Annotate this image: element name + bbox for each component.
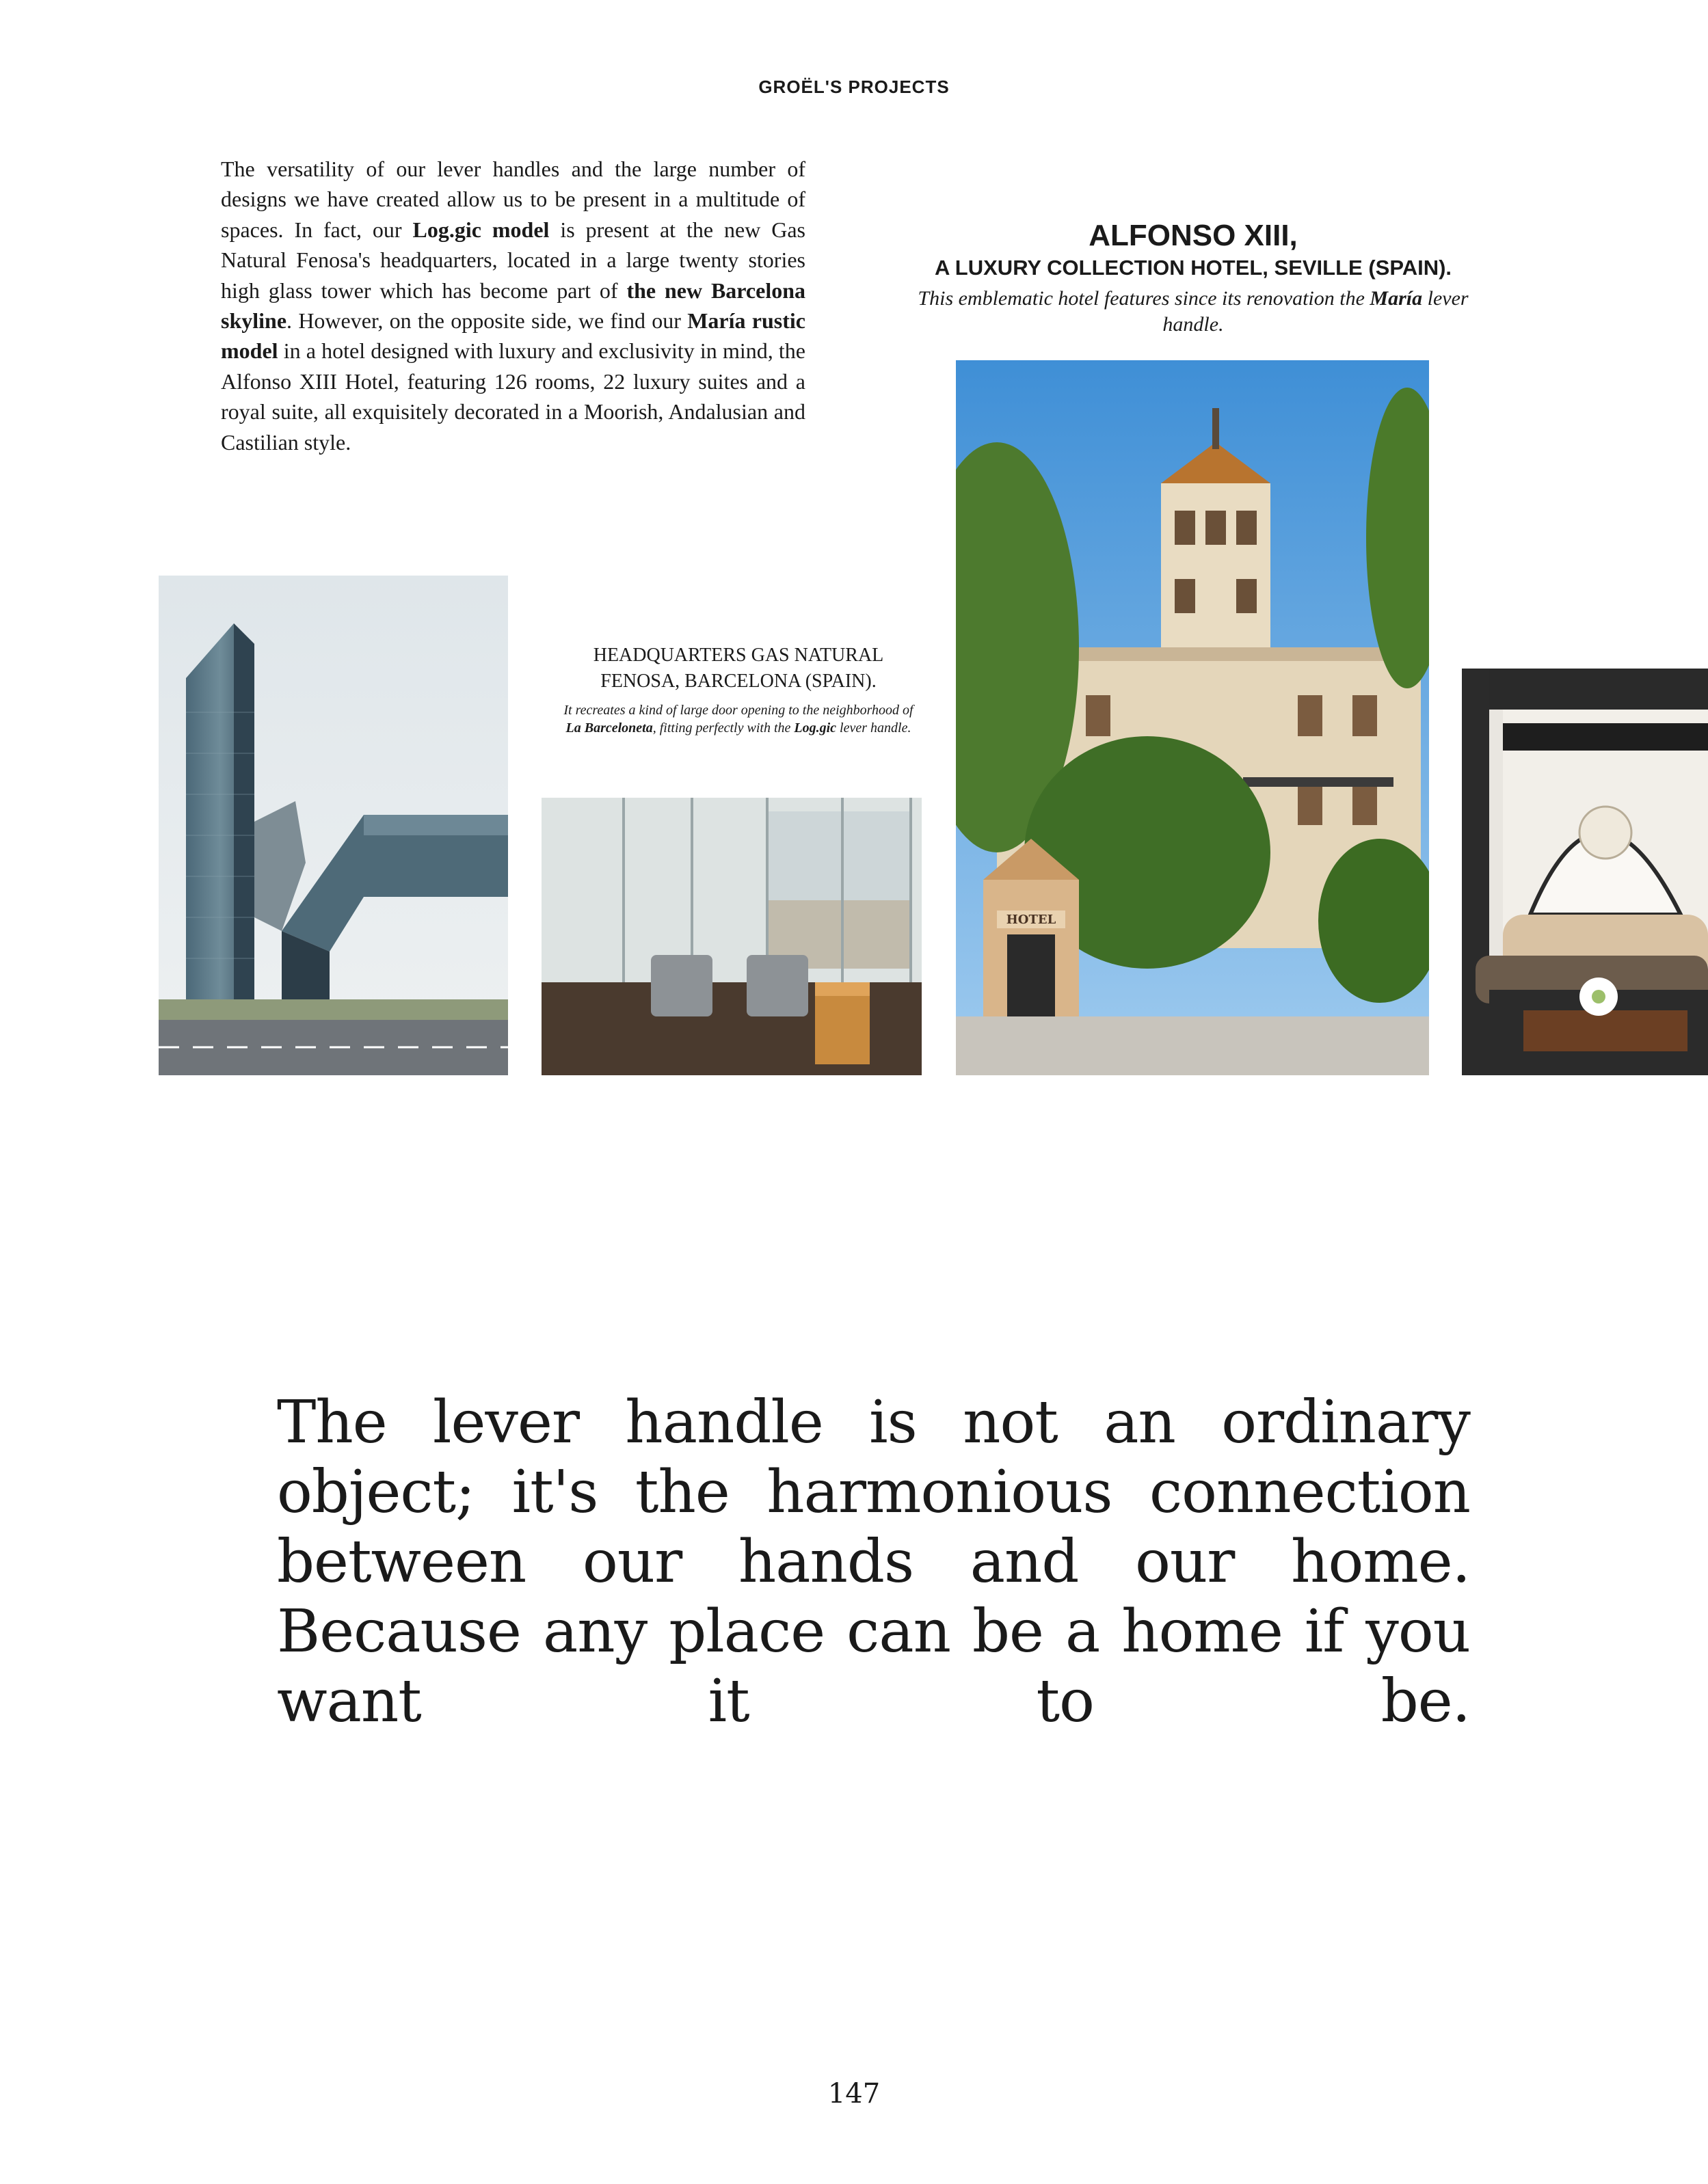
alfonso-title: ALFONSO XIII, <box>1089 219 1298 252</box>
hq-caption-block <box>561 643 916 737</box>
section-header: GROËL'S PROJECTS <box>758 77 950 97</box>
alfonso-caption: This emblematic hotel features since its renovation the María lever handle. <box>918 287 1469 336</box>
hq-caption: It recreates a kind of large door opening to the neighborhood of La Barceloneta, fitting perfectly with the Log.gic lever handle. <box>563 703 913 736</box>
hotel-gate-sign: HOTEL <box>1006 913 1056 927</box>
alfonso-interior-photo <box>1462 669 1708 1075</box>
pull-quote: The lever handle is not an ordinary object; it's the harmonious connection between our hands and our home. Because any place can be a home if you want it to be. <box>277 1388 1470 1736</box>
alfonso-subtitle: A LUXURY COLLECTION HOTEL, SEVILLE (SPAIN). <box>934 256 1452 280</box>
maria-model-highlight: María rustic model <box>221 308 806 364</box>
barcelona-skyline-highlight: the new Barcelona skyline <box>221 278 806 334</box>
alfonso-hotel-photo <box>956 360 1429 1075</box>
intro-paragraph: The versatility of our lever handles and the large number of designs we have created allow us to be present in a multitude of spaces. In fact, our Log.gic model is present at the new Gas Natural Fenosa's headquarters, located in a large twenty stories high glass tower which has become part of the new Barcelona skyline. However, on the opposite side, we find our María rustic model in a hotel designed with luxury and exclusivity in mind, the Alfonso XIII Hotel, featuring 126 rooms, 22 luxury suites and a royal suite, all exquisitely decorated in a Moorish, Andalusian and Castilian style. <box>221 157 806 455</box>
logic-model-highlight: Log.gic model <box>412 217 550 242</box>
page-number: 147 <box>827 2078 881 2109</box>
hq-tower-photo <box>159 576 508 1075</box>
alfonso-caption-block <box>896 217 1491 338</box>
hq-interior-photo <box>542 798 922 1075</box>
hq-title: HEADQUARTERS GAS NATURAL FENOSA, BARCELONA (SPAIN). <box>593 645 884 692</box>
